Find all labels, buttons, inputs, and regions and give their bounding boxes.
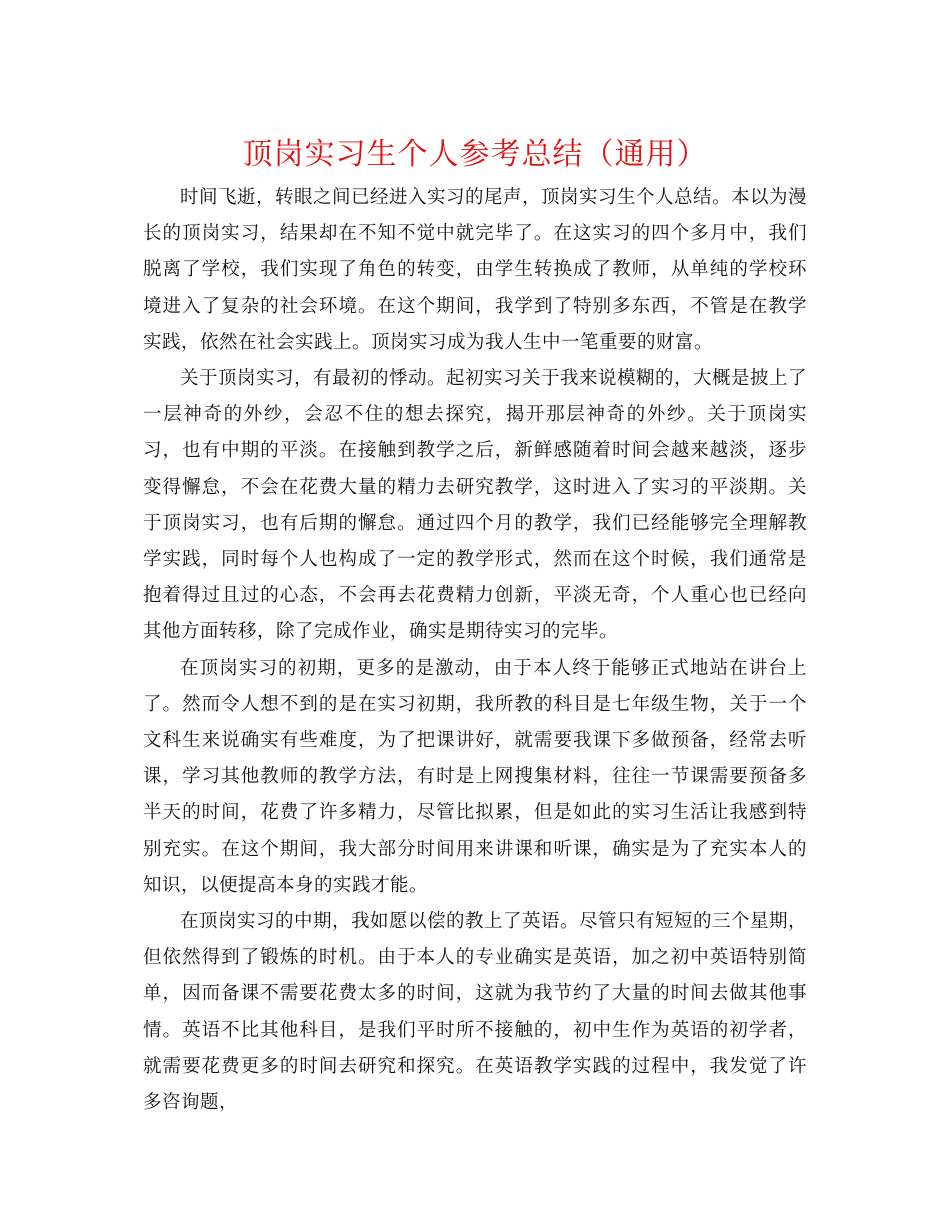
document-body bbox=[143, 180, 807, 1121]
document-title: 顶岗实习生个人参考总结（通用） bbox=[242, 137, 708, 172]
paragraph-3: 在顶岗实习的初期，更多的是激动，由于本人终于能够正式地站在讲台上了。然而令人想不到的是在实习初期，我所教的科目是七年级生物，关于一个文科生来说确实有些难度，为了把课讲好，就需要我课下多做预备，经常去听课，学习其他教师的教学方法，有时是上网搜集材料，往往一节课需要预备多半天的时间，花费了许多精力，尽管比拟累，但是如此的实习生活让我感到特别充实。在这个期间，我大部分时间用来讲课和听课，确实是为了充实本人的知识，以便提高本身的实践才能。 bbox=[143, 657, 807, 896]
paragraph-4: 在顶岗实习的中期，我如愿以偿的教上了英语。尽管只有短短的三个星期，但依然得到了锻炼的时机。由于本人的专业确实是英语，加之初中英语特别简单，因而备课不需要花费太多的时间，这就为我节约了大量的时间去做其他事情。英语不比其他科目，是我们平时所不接触的，初中生作为英语的初学者，就需要花费更多的时间去研究和探究。在英语教学实践的过程中，我发觉了许多咨询题， bbox=[143, 911, 808, 1114]
paragraph-1: 时间飞逝，转眼之间已经进入实习的尾声，顶岗实习生个人总结。本以为漫长的顶岗实习，结果却在不知不觉中就完毕了。在这实习的四个多月中，我们脱离了学校，我们实现了角色的转变，由学生转换成了教师，从单纯的学校环境进入了复杂的社会环境。在这个期间，我学到了特别多东西，不管是在教学实践，依然在社会实践上。顶岗实习成为我人生中一笔重要的财富。 bbox=[143, 187, 808, 353]
paragraph-2: 关于顶岗实习，有最初的悸动。起初实习关于我来说模糊的，大概是披上了一层神奇的外纱，会忍不住的想去探究，揭开那层神奇的外纱。关于顶岗实习，也有中期的平淡。在接触到教学之后，新鲜感随着时间会越来越淡，逐步变得懈怠，不会在花费大量的精力去研究教学，这时进入了实习的平淡期。关于顶岗实习，也有后期的懈怠。通过四个月的教学，我们已经能够完全理解教学实践，同时每个人也构成了一定的教学形式，然而在这个时候，我们通常是抱着得过且过的心态，不会再去花费精力创新，平淡无奇，个人重心也已经向其他方面转移，除了完成作业，确实是期待实习的完毕。 bbox=[143, 368, 808, 643]
